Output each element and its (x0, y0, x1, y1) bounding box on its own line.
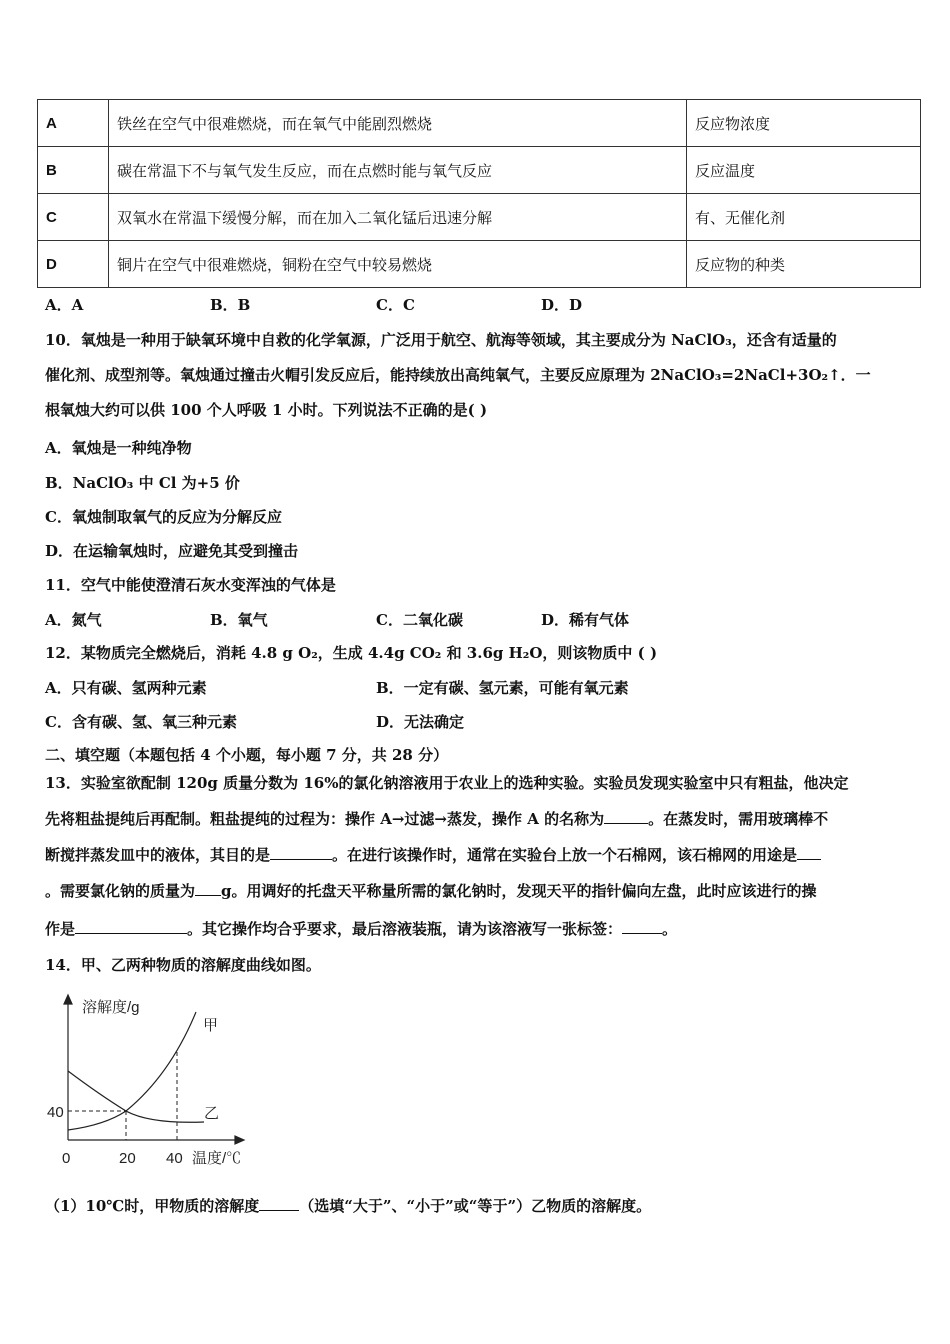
table-row (38, 241, 921, 288)
answer-blank[interactable] (604, 809, 648, 824)
row-factor: 反应物浓度 (687, 100, 921, 147)
text: 。在蒸发时，需用玻璃棒不 (648, 810, 829, 828)
text: 作是 (45, 920, 76, 938)
text: 断搅拌蒸发皿中的液体，其目的是 (45, 846, 271, 864)
q11-stem: 11．空气中能使澄清石灰水变浑浊的气体是 (45, 576, 336, 594)
row-label: D (38, 241, 109, 288)
q13-text: 13．实验室欲配制 120g 质量分数为 16%的氯化钠溶液用于农业上的选种实验。实验员发现实验室中只有粗盐，他决定 (45, 774, 849, 792)
option: D．无法确定 (376, 713, 465, 731)
q12-stem: 12．某物质完全燃烧后，消耗 4.8 g O₂，生成 4.4g CO₂ 和 3.6g H₂O，则该物质中 ( ) (45, 644, 658, 662)
x-tick-label: 20 (119, 1150, 136, 1167)
x-axis-label: 温度/℃ (192, 1150, 242, 1167)
option: B．氧气 (210, 611, 268, 629)
y-tick-label: 40 (47, 1104, 64, 1121)
q10-stem: 催化剂、成型剂等。氧烛通过撞击火帽引发反应后，能持续放出高纯氧气，主要反应原理为 2NaClO₃=2NaCl+3O₂↑．一 (45, 366, 871, 384)
option: A．A (45, 296, 84, 314)
option: B．一定有碳、氢元素，可能有氧元素 (376, 679, 629, 697)
option: A．只有碳、氢两种元素 (45, 679, 207, 697)
option: B．B (210, 296, 251, 314)
curve-label-yi: 乙 (204, 1105, 220, 1122)
q13-text (45, 881, 817, 901)
curve-yi (68, 1071, 204, 1122)
option: C．C (376, 296, 415, 314)
table-row (38, 194, 921, 241)
option: D．在运输氧烛时，应避免其受到撞击 (45, 542, 299, 560)
q10-stem: 根氧烛大约可以供 100 个人呼吸 1 小时。下列说法不正确的是( ) (45, 401, 488, 419)
q13-text (45, 919, 677, 939)
answer-blank[interactable] (270, 845, 332, 860)
row-fact: 双氧水在常温下缓慢分解，而在加入二氧化锰后迅速分解 (109, 194, 687, 241)
row-factor: 有、无催化剂 (687, 194, 921, 241)
table-row (38, 147, 921, 194)
text: （1）10℃时，甲物质的溶解度 (45, 1197, 260, 1215)
answer-blank[interactable] (622, 919, 662, 934)
q13-text (45, 845, 821, 865)
text: 。 (662, 920, 678, 938)
option: C．含有碳、氢、氧三种元素 (45, 713, 237, 731)
row-fact: 铜片在空气中很难燃烧，铜粉在空气中较易燃烧 (109, 241, 687, 288)
text: g。用调好的托盘天平称量所需的氯化钠时，发现天平的指针偏向左盘，此时应该进行的操 (221, 882, 817, 900)
row-factor: 反应温度 (687, 147, 921, 194)
q14-stem: 14．甲、乙两种物质的溶解度曲线如图。 (45, 956, 321, 974)
row-factor: 反应物的种类 (687, 241, 921, 288)
section-heading: 二、填空题（本题包括 4 个小题，每小题 7 分，共 28 分） (45, 746, 449, 764)
x-tick-label: 40 (166, 1150, 183, 1167)
table-row (38, 100, 921, 147)
answer-blank[interactable] (75, 919, 187, 934)
text: 。其它操作均合乎要求，最后溶液装瓶，请为该溶液写一张标签： (187, 920, 623, 938)
text: 。在进行该操作时，通常在实验台上放一个石棉网，该石棉网的用途是 (332, 846, 798, 864)
q10-stem: 10．氧烛是一种用于缺氧环境中自救的化学氧源，广泛用于航空、航海等领域，其主要成分为 NaClO₃，还含有适量的 (45, 331, 837, 349)
answer-blank[interactable] (797, 845, 821, 860)
option: D．稀有气体 (541, 611, 630, 629)
row-label: C (38, 194, 109, 241)
option: C．氧烛制取氧气的反应为分解反应 (45, 508, 282, 526)
option: D．D (541, 296, 583, 314)
option: C．二氧化碳 (376, 611, 463, 629)
answer-blank[interactable] (259, 1196, 299, 1211)
option: B．NaClO₃ 中 Cl 为+5 价 (45, 474, 240, 492)
row-label: B (38, 147, 109, 194)
text: 先将粗盐提纯后再配制。粗盐提纯的过程为：操作 A→过滤→蒸发，操作 A 的名称为 (45, 810, 605, 828)
row-fact: 铁丝在空气中很难燃烧，而在氧气中能剧烈燃烧 (109, 100, 687, 147)
q13-text (45, 809, 828, 829)
text: （选填“大于”、“小于”或“等于”）乙物质的溶解度。 (299, 1197, 652, 1215)
q14-sub1 (45, 1196, 651, 1216)
row-fact: 碳在常温下不与氧气发生反应，而在点燃时能与氧气反应 (109, 147, 687, 194)
option: A．氧烛是一种纯净物 (45, 439, 192, 457)
x-axis-arrow-icon (235, 1136, 244, 1144)
curve-jia (68, 1012, 196, 1130)
row-label: A (38, 100, 109, 147)
option: A．氮气 (45, 611, 102, 629)
x-tick-label: 0 (62, 1150, 71, 1167)
answer-blank[interactable] (195, 881, 221, 896)
y-axis-label: 溶解度/g (82, 999, 140, 1016)
curve-label-jia: 甲 (203, 1017, 219, 1034)
reaction-factor-table (37, 99, 921, 288)
y-axis-arrow-icon (64, 995, 72, 1004)
solubility-curve-figure (30, 985, 270, 1175)
text: 。需要氯化钠的质量为 (45, 882, 196, 900)
